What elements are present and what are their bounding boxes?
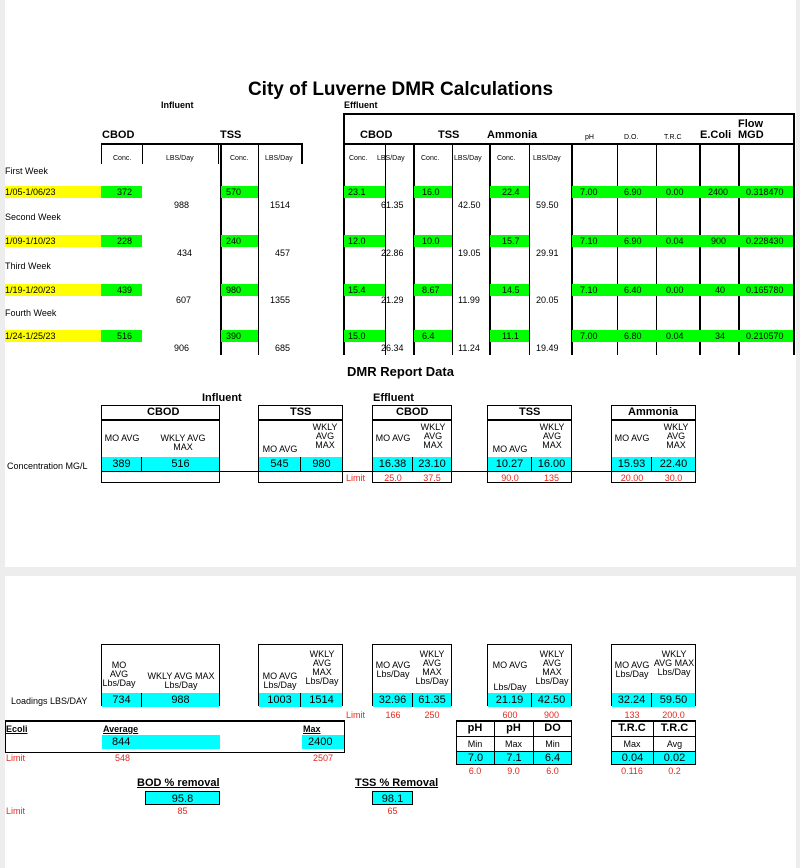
- ef-nh3-lbs-label: LBS/Day: [533, 155, 561, 162]
- rep-ef-cbod-mo-head: MO AVG: [375, 433, 411, 443]
- load-limit-label: Limit: [346, 710, 366, 720]
- load-in-tss-wk-head: WKLY AVG MAX Lbs/Day: [305, 649, 339, 686]
- tss-removal-label: TSS % Removal: [355, 777, 439, 789]
- load-in-cbod-mo: 734: [102, 693, 142, 707]
- week-4-flow: 0.210570: [746, 331, 784, 341]
- tss-removal-limit: 65: [387, 806, 398, 816]
- week-2-ph: 7.10: [580, 236, 598, 246]
- ecoli-limit-max: 2507: [313, 753, 334, 763]
- week-3-ef-nh3-lbs: 20.05: [536, 295, 559, 305]
- in-cbod-lbs-label: LBS/Day: [166, 155, 194, 162]
- week-3-trc: 0.00: [666, 285, 684, 295]
- week-4-ef-cbod-lbs: 26.34: [381, 343, 404, 353]
- ph-min-limit: 6.0: [468, 766, 482, 776]
- ef-cbod-lbs-label: LBS/Day: [377, 155, 405, 162]
- week-2-ef-tss-lbs: 19.05: [458, 248, 481, 258]
- conc-in-tss-wk: 980: [301, 457, 342, 471]
- ph-min-head: pH: [467, 722, 483, 734]
- load-in-tss-wk: 1514: [301, 693, 342, 707]
- week-1-date: 1/05-1/06/23: [5, 186, 101, 198]
- trc-heading: T.R.C: [664, 134, 682, 141]
- report-ef-nh3-heading: Ammonia: [628, 406, 679, 418]
- week-3-ef-tss-lbs: 11.99: [458, 295, 480, 305]
- week-3-flow: 0.165780: [746, 285, 784, 295]
- ecoli-limit-label: Limit: [6, 753, 26, 763]
- week-2-ef-cbod: 12.0: [344, 235, 385, 247]
- week-4-ef-cbod: 15.0: [344, 330, 385, 342]
- load-ef-cbod-wk-head: WKLY AVG MAX Lbs/Day: [415, 649, 449, 686]
- load-limit-tss-mo: 600: [502, 710, 518, 720]
- ef-tss-conc-label: Conc.: [421, 155, 440, 162]
- load-limit-nh3-mo: 133: [624, 710, 640, 720]
- conc-ef-nh3-mo: 15.93: [612, 457, 652, 471]
- rep-ef-nh3-wk-head: WKLY AVG MAX: [663, 422, 689, 450]
- load-ef-tss-wk-head: WKLY AVG MAX Lbs/Day: [535, 649, 569, 686]
- week-4-in-cbod: 516: [101, 330, 142, 342]
- report-ef-tss-heading: TSS: [519, 406, 541, 418]
- week-1-ef-nh3: 22.4: [490, 186, 529, 198]
- week-3-in-cbod: 439: [101, 284, 142, 296]
- bod-removal-value: 95.8: [145, 791, 220, 805]
- ecoli-label: Ecoli: [6, 724, 28, 734]
- ecoli-average-label: Average: [103, 724, 139, 734]
- week-1-ef-tss: 16.0: [414, 186, 452, 198]
- load-ef-tss-mo: 21.19: [488, 693, 532, 707]
- conc-limit-label: Limit: [346, 473, 366, 483]
- rep-ef-tss-wk-head: WKLY AVG MAX: [539, 422, 565, 450]
- ph-min-label: Min: [467, 739, 483, 749]
- report-in-tss-heading: TSS: [290, 406, 312, 418]
- conc-ef-cbod-wk: 23.10: [413, 457, 451, 471]
- do-min-limit: 6.0: [546, 766, 559, 776]
- do-min-label: Min: [545, 739, 560, 749]
- week-2-flow: 0.228430: [746, 236, 784, 246]
- in-tss-heading: TSS: [220, 129, 242, 141]
- week-2-ecoli: 900: [711, 236, 727, 246]
- report-title: DMR Report Data: [347, 364, 454, 379]
- week-4-ef-tss-lbs: 11.24: [458, 343, 480, 353]
- week-4-ecoli: 34: [715, 331, 726, 341]
- week-3-label: Third Week: [5, 261, 51, 271]
- week-1-in-cbod: 372: [101, 186, 142, 198]
- rep-ef-tss-mo-head: MO AVG: [492, 444, 528, 454]
- week-2-trc: 0.04: [666, 236, 684, 246]
- conc-in-tss-mo: 545: [259, 457, 301, 471]
- week-4-ef-nh3: 11.1: [490, 330, 529, 342]
- week-1-ef-nh3-lbs: 59.50: [536, 200, 559, 210]
- in-tss-lbs-label: LBS/Day: [265, 155, 293, 162]
- week-2-date: 1/09-1/10/23: [5, 235, 101, 247]
- load-limit-cbod-wk: 250: [424, 710, 440, 720]
- trc-max-head: T.R.C: [618, 722, 646, 734]
- concentration-label: Concentration MG/L: [7, 461, 88, 471]
- ecoli-max: 2400: [302, 735, 344, 749]
- week-1-ef-tss-lbs: 42.50: [458, 200, 481, 210]
- trc-avg-limit: 0.2: [668, 766, 681, 776]
- week-4-in-cbod-lbs: 906: [174, 343, 190, 353]
- load-in-cbod-wk: 988: [142, 693, 219, 707]
- load-limit-tss-wk: 900: [543, 710, 560, 720]
- conc-limit-tss-wk: 135: [543, 473, 560, 483]
- week-3-in-tss-lbs: 1355: [270, 295, 291, 305]
- conc-limit-cbod-wk: 37.5: [423, 473, 441, 483]
- load-limit-cbod-mo: 166: [385, 710, 401, 720]
- week-3-ef-cbod-lbs: 21.29: [381, 295, 404, 305]
- load-in-cbod-wk-head: WKLY AVG MAX Lbs/Day: [147, 671, 215, 690]
- tss-removal-value: 98.1: [372, 791, 413, 805]
- week-1-ph: 7.00: [580, 187, 598, 197]
- ef-tss-heading: TSS: [438, 129, 460, 141]
- ph-max-value: 7.1: [495, 752, 533, 764]
- week-1-label: First Week: [5, 166, 48, 176]
- do-heading: D.O.: [624, 134, 639, 141]
- week-4-in-tss-lbs: 685: [275, 343, 291, 353]
- conc-in-cbod-wk: 516: [142, 457, 219, 471]
- week-2-ef-tss: 10.0: [414, 235, 452, 247]
- week-4-ef-tss: 6.4: [414, 330, 452, 342]
- week-2-label: Second Week: [5, 212, 61, 222]
- week-1-in-tss-lbs: 1514: [270, 200, 291, 210]
- rep-in-tss-wk-head: WKLY AVG MAX: [312, 422, 338, 450]
- week-1-ecoli: 2400: [708, 187, 729, 197]
- week-2-ef-nh3-lbs: 29.91: [536, 248, 559, 258]
- conc-limit-nh3-wk: 30.0: [664, 473, 683, 483]
- ecoli-limit-avg: 548: [115, 753, 131, 763]
- bod-removal-label: BOD % removal: [137, 777, 220, 789]
- ecoli-max-label: Max: [303, 724, 321, 734]
- week-2-ef-nh3: 15.7: [490, 235, 529, 247]
- week-1-in-cbod-lbs: 988: [174, 200, 190, 210]
- load-ef-tss-mo-head: MO AVG: [492, 660, 528, 670]
- week-2-in-cbod: 228: [101, 235, 142, 247]
- conc-in-cbod-mo: 389: [102, 457, 142, 471]
- ecoli-average: 844: [102, 735, 220, 749]
- report-ef-cbod-heading: CBOD: [396, 406, 429, 418]
- header-rule-effluent: [343, 143, 793, 145]
- week-3-ecoli: 40: [715, 285, 726, 295]
- trc-max-label: Max: [623, 739, 641, 749]
- in-cbod-conc-label: Conc.: [113, 155, 132, 162]
- ef-cbod-conc-label: Conc.: [349, 155, 368, 162]
- week-3-in-cbod-lbs: 607: [176, 295, 192, 305]
- week-3-date: 1/19-1/20/23: [5, 284, 101, 296]
- ph-heading: pH: [585, 134, 594, 141]
- conc-limit-nh3-mo: 20.00: [620, 473, 644, 483]
- page-2: [5, 576, 796, 868]
- report-in-cbod-heading: CBOD: [147, 406, 180, 418]
- ef-tss-lbs-label: LBS/Day: [454, 155, 482, 162]
- trc-max-limit: 0.116: [621, 766, 643, 776]
- load-in-tss-mo-head: MO AVG Lbs/Day: [262, 671, 298, 690]
- conc-ef-tss-mo: 10.27: [488, 457, 532, 471]
- load-ef-nh3-wk-head: WKLY AVG MAX Lbs/Day: [653, 649, 695, 677]
- rep-ef-cbod-wk-head: WKLY AVG MAX: [420, 422, 446, 450]
- week-1-in-tss: 570: [221, 186, 258, 198]
- in-tss-conc-label: Conc.: [230, 155, 249, 162]
- bod-removal-limit: 85: [177, 806, 188, 816]
- trc-max-value: 0.04: [612, 752, 653, 764]
- week-4-label: Fourth Week: [5, 308, 57, 318]
- report-effluent-heading: Effluent: [373, 392, 414, 404]
- week-2-in-tss-lbs: 457: [275, 248, 291, 258]
- page-title: City of Luverne DMR Calculations: [247, 79, 554, 100]
- week-1-do: 6.90: [624, 187, 642, 197]
- week-1-trc: 0.00: [666, 187, 684, 197]
- rep-in-tss-mo-head: MO AVG: [262, 444, 298, 454]
- week-2-ef-cbod-lbs: 22.86: [381, 248, 404, 258]
- page-1: [5, 0, 796, 567]
- ph-max-limit: 9.0: [507, 766, 520, 776]
- trc-avg-label: Avg: [666, 739, 683, 749]
- influent-heading: Influent: [161, 100, 194, 110]
- week-1-flow: 0.318470: [746, 187, 784, 197]
- load-in-cbod-mo-head: MO AVG Lbs/Day: [102, 660, 136, 688]
- header-rule-influent: [101, 143, 301, 145]
- do-min-value: 6.4: [534, 752, 571, 764]
- load-ef-tss-mo-unit: Lbs/Day: [493, 682, 527, 692]
- conc-ef-cbod-mo: 16.38: [373, 457, 413, 471]
- week-3-ef-cbod: 15.4: [344, 284, 385, 296]
- week-4-date: 1/24-1/25/23: [5, 330, 101, 342]
- week-3-ef-nh3: 14.5: [490, 284, 529, 296]
- report-influent-heading: Influent: [202, 392, 242, 404]
- load-limit-nh3-wk: 200.0: [662, 710, 685, 720]
- load-ef-nh3-wk: 59.50: [652, 693, 695, 707]
- rep-ef-nh3-mo-head: MO AVG: [614, 433, 650, 443]
- ef-cbod-heading: CBOD: [360, 129, 393, 141]
- loadings-label: Loadings LBS/DAY: [11, 696, 88, 706]
- week-4-ef-nh3-lbs: 19.49: [536, 343, 559, 353]
- week-4-ph: 7.00: [580, 331, 598, 341]
- load-ef-cbod-wk: 61.35: [413, 693, 451, 707]
- removal-limit-label: Limit: [6, 806, 26, 816]
- week-4-in-tss: 390: [221, 330, 258, 342]
- week-2-in-tss: 240: [221, 235, 258, 247]
- ph-min-value: 7.0: [457, 752, 494, 764]
- in-cbod-heading: CBOD: [102, 129, 135, 141]
- rep-in-cbod-mo-head: MO AVG: [104, 433, 140, 443]
- load-ef-nh3-mo: 32.24: [612, 693, 652, 707]
- conc-ef-nh3-wk: 22.40: [652, 457, 695, 471]
- load-ef-nh3-mo-head: MO AVG Lbs/Day: [614, 660, 650, 679]
- effluent-heading: Effluent: [344, 100, 378, 110]
- week-3-do: 6.40: [624, 285, 642, 295]
- rep-in-cbod-wk-head: WKLY AVG MAX: [160, 433, 206, 452]
- week-3-ph: 7.10: [580, 285, 598, 295]
- trc-avg-value: 0.02: [654, 752, 695, 764]
- week-3-ef-tss: 8.67: [414, 284, 452, 296]
- ef-ammonia-heading: Ammonia: [487, 129, 538, 141]
- load-ef-cbod-mo-head: MO AVG Lbs/Day: [375, 660, 411, 679]
- do-head: DO: [544, 722, 561, 734]
- week-4-do: 6.80: [624, 331, 642, 341]
- header-rule-effluent-top: [343, 113, 793, 115]
- load-in-tss-mo: 1003: [259, 693, 301, 707]
- ecoli-heading: E.Coli: [700, 129, 732, 141]
- ph-max-head: pH: [506, 722, 521, 734]
- conc-limit-cbod-mo: 25.0: [384, 473, 402, 483]
- week-2-in-cbod-lbs: 434: [177, 248, 193, 258]
- load-ef-cbod-mo: 32.96: [373, 693, 413, 707]
- conc-limit-tss-mo: 90.0: [501, 473, 519, 483]
- load-ef-tss-wk: 42.50: [532, 693, 571, 707]
- week-1-ef-cbod-lbs: 61.35: [381, 200, 404, 210]
- week-2-do: 6.90: [624, 236, 642, 246]
- ef-nh3-conc-label: Conc.: [497, 155, 516, 162]
- trc-avg-head: T.R.C: [660, 722, 689, 734]
- conc-ef-tss-wk: 16.00: [532, 457, 571, 471]
- week-4-trc: 0.04: [666, 331, 684, 341]
- week-1-ef-cbod: 23.1: [344, 186, 385, 198]
- week-3-in-tss: 980: [221, 284, 258, 296]
- ph-max-label: Max: [504, 739, 522, 749]
- mgd-heading: MGD: [738, 129, 764, 141]
- flow-heading: Flow: [738, 118, 764, 130]
